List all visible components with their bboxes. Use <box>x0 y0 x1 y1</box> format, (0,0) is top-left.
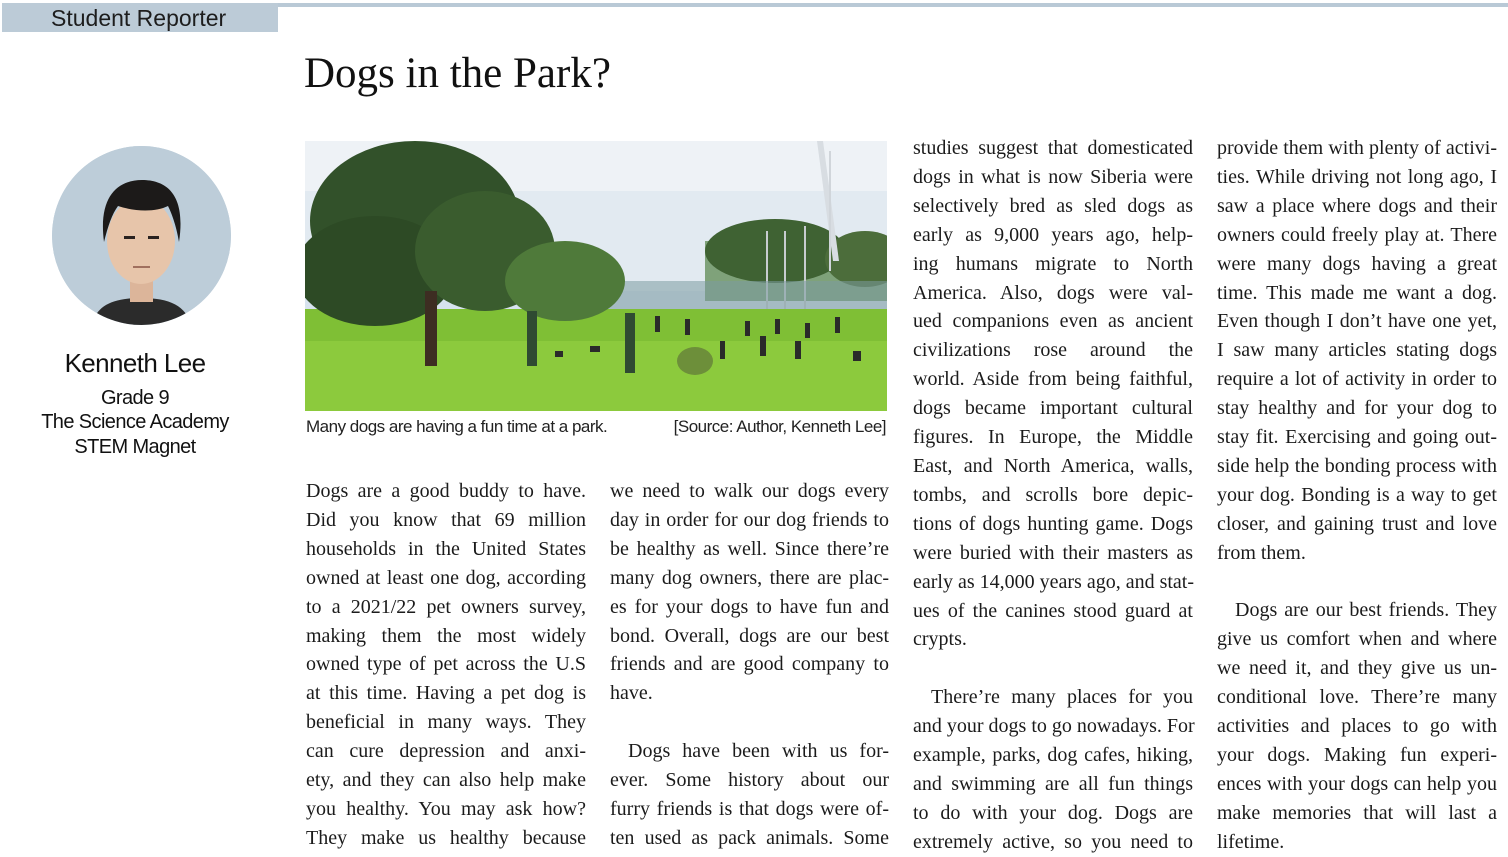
text-line: figures. In Europe, the Middle <box>913 426 1193 449</box>
text-line: closer, and gaining trust and love <box>1217 512 1497 535</box>
text-line: your dogs. Making fun experi- <box>1217 744 1497 767</box>
text-line: we need it, and they give us un- <box>1217 657 1497 680</box>
text-line: tions of dogs hunting game. Dogs <box>913 512 1193 535</box>
text-line: es for your dogs to have fun and <box>610 595 889 618</box>
text-line: require a lot of activity in order to <box>1217 368 1497 391</box>
author-program: STEM Magnet <box>74 436 196 458</box>
park-photo <box>305 141 887 411</box>
text-line: Even though I don’t have one yet, <box>1217 310 1497 333</box>
text-line: There’re many places for you <box>931 686 1193 709</box>
photo-caption: Many dogs are having a fun time at a park. <box>306 417 608 436</box>
text-line: day in order for our dog friends to <box>610 508 889 531</box>
text-line: Dogs are our best friends. They <box>1235 599 1497 622</box>
text-line: ences with your dogs can help you <box>1217 772 1497 795</box>
text-line: owners could freely play at. There <box>1217 223 1497 246</box>
text-line: Dogs are a good buddy to have. <box>306 480 586 502</box>
text-block <box>913 683 1193 856</box>
text-line: can cure depression and anxi- <box>306 740 586 763</box>
text-line: provide them with plenty of activi- <box>1217 137 1497 159</box>
text-line: and your dogs to go nowadays. For <box>913 715 1195 738</box>
text-line: you healthy. You may ask how? <box>306 797 586 820</box>
text-line: They make us healthy because <box>306 826 586 849</box>
text-line: households in the United States <box>306 537 586 560</box>
text-line: dogs became important cultural <box>913 397 1193 420</box>
text-column-2 <box>610 477 889 853</box>
text-line: early as 9,000 years ago, help- <box>913 223 1193 246</box>
text-line: to a 2021/22 pet owners survey, <box>306 595 586 618</box>
text-line: we need to walk our dogs every <box>610 480 889 502</box>
section-label: Student Reporter <box>51 5 227 31</box>
text-column-1 <box>306 477 586 853</box>
text-line: activities and places to go with <box>1217 715 1497 738</box>
text-column-3 <box>913 134 1193 857</box>
text-line: time. This made me want a dog. <box>1217 281 1497 304</box>
text-line: owned type of pet across the U.S <box>306 653 586 676</box>
text-block <box>913 134 1193 654</box>
article-title: Dogs in the Park? <box>304 50 611 97</box>
text-line: make memories that will last a <box>1217 801 1497 824</box>
text-line: conditional love. There’re many <box>1217 686 1497 709</box>
text-line: America. Also, dogs were val- <box>913 281 1193 304</box>
text-line: stay healthy and for your dog to <box>1217 397 1497 420</box>
text-line: ties. While driving not long ago, I <box>1217 165 1497 188</box>
text-line: ued companions even as ancient <box>913 310 1193 333</box>
text-line: friends and are good company to <box>610 653 889 676</box>
text-line: beneficial in many ways. They <box>306 711 586 734</box>
header-rule <box>278 3 1508 7</box>
author-grade: Grade 9 <box>100 387 170 409</box>
text-line: crypts. <box>913 628 967 651</box>
text-line: extremely active, so you need to <box>913 830 1193 853</box>
text-line: stay fit. Exercising and going out- <box>1217 426 1497 449</box>
text-column-4 <box>1217 134 1497 857</box>
text-line: making them the most widely <box>306 624 586 647</box>
text-line: ues of the canines stood guard at <box>913 599 1193 622</box>
text-line: give us comfort when and where <box>1217 628 1497 651</box>
text-line: early as 14,000 years ago, and stat- <box>913 570 1195 593</box>
text-line: world. Aside from being faithful, <box>913 368 1193 391</box>
text-line: furry friends is that dogs were of- <box>610 797 889 820</box>
text-line: studies suggest that domesticated <box>913 137 1193 159</box>
text-line: civilizations rose around the <box>913 339 1193 362</box>
text-line: and swimming are all fun things <box>913 772 1193 795</box>
text-line: side help the bonding process with <box>1217 454 1497 477</box>
text-line: I saw many articles stating dogs <box>1217 339 1497 362</box>
text-line: bond. Overall, dogs are our best <box>610 624 889 647</box>
text-line: were many dogs having a great <box>1217 252 1497 275</box>
text-line: selectively bred as sled dogs as <box>913 194 1193 217</box>
text-line: tombs, and scrolls bore depic- <box>913 483 1193 506</box>
text-line: be healthy as well. Since there’re <box>610 537 889 560</box>
text-line: to do with your dog. Dogs are <box>913 801 1193 824</box>
text-line: Did you know that 69 million <box>306 508 586 531</box>
section-tab <box>2 3 278 32</box>
text-line: from them. <box>1217 541 1306 564</box>
text-block <box>1217 134 1497 568</box>
author-name: Kenneth Lee <box>64 348 206 378</box>
text-line: lifetime. <box>1217 830 1285 853</box>
text-line: ever. Some history about our <box>610 769 889 792</box>
text-line: owned at least one dog, according <box>306 566 586 589</box>
photo-source: [Source: Author, Kenneth Lee] <box>673 417 886 436</box>
text-block <box>610 477 889 708</box>
text-line: example, parks, dog cafes, hiking, <box>913 744 1193 767</box>
author-school: The Science Academy <box>41 411 229 433</box>
text-line: have. <box>610 682 653 705</box>
text-line: Dogs have been with us for- <box>628 740 889 763</box>
text-line: saw a place where dogs and their <box>1217 194 1497 217</box>
text-block <box>1217 596 1497 856</box>
text-line: your dog. Bonding is a way to get <box>1217 483 1497 506</box>
text-line: East, and North America, walls, <box>913 454 1193 477</box>
text-line: ing humans migrate to North <box>913 252 1193 275</box>
text-line: dogs in what is now Siberia were <box>913 165 1193 188</box>
text-line: ety, and they can also help make <box>306 769 586 792</box>
text-block <box>306 477 586 853</box>
text-line: many dog owners, there are plac- <box>610 566 889 589</box>
text-line: were buried with their masters as <box>913 541 1193 564</box>
text-line: at this time. Having a pet dog is <box>306 682 586 705</box>
author-avatar <box>52 146 231 325</box>
text-line: ten used as pack animals. Some <box>610 826 889 849</box>
text-block <box>610 737 889 853</box>
